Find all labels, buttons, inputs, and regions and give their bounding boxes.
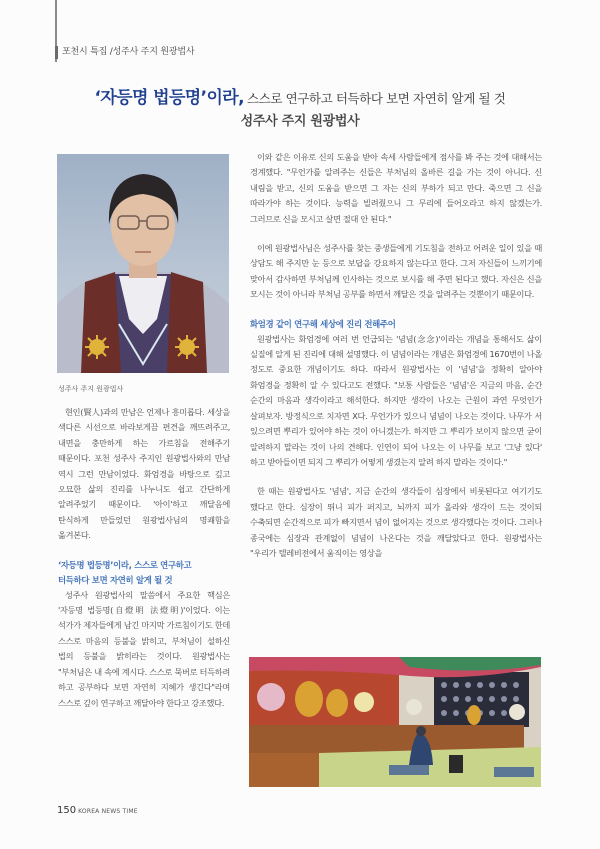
portrait-caption: 성주사 주지 원광법사 xyxy=(58,385,124,393)
publication-name: KOREA NEWS TIME xyxy=(78,808,138,815)
right-paragraph-4: 한 때는 원광법사도 '념념', 지금 순간의 생각들이 심장에서 비롯된다고 여기기도 했다고 한다. 심장이 뛰니 피가 퍼지고, 뇌까지 피가 올라와 생각이 드는 것이되 수축되면 순간적으로 피가 빠지면서 념이 없어지는 것으로 생각했다는 것이다. 그러나 종국에는 심장과 관계없이 념념이 나온다는 것을 깨달았다고 한다. 원광법사는 "우리가 텔레비전에서 움직이는 영상을 xyxy=(250,486,542,558)
temple-illustration xyxy=(249,657,541,787)
monk-portrait-illustration xyxy=(57,154,229,373)
headline-sub: 스스로 연구하고 터득하다 보면 자연히 알게 될 것 xyxy=(246,91,506,106)
headline xyxy=(0,83,600,108)
page-number: 150 xyxy=(57,805,77,816)
left-subhead-line1: ‘자등명 법등명’이라, 스스로 연구하고 xyxy=(58,559,192,570)
byline: 성주사 주지 원광법사 xyxy=(240,114,360,129)
temple-interior-photo xyxy=(249,657,541,787)
right-subhead: 화엄경 같이 연구해 세상에 진리 전해주어 xyxy=(250,318,396,329)
left-subhead-line2: 터득하다 보면 자연히 알게 될 것 xyxy=(58,574,173,585)
intro-paragraph: 현인(賢人)과의 만남은 언제나 흥미롭다. 세상을 색다른 시선으로 바라보게끔 편견을 깨뜨려주고, 내면을 충만하게 하는 가르침을 전해주기 때문이다. 포천 성주사 주지인 원광법사와의 만남 역시 그런 만남이었다. 화엄경을 바탕으로 깊고 오묘한 삶의 진리를 나누니도 쉽고 간단하게 알려주었기 때문이다. '아이'하고 깨달음에 탄식하게 만들었던 원광법사님의 명쾌함을 옮겨본다. xyxy=(58,407,230,541)
headline-main: ‘자등명 법등명’이라, xyxy=(94,88,244,108)
page-footer xyxy=(57,805,138,816)
left-column xyxy=(58,405,230,711)
right-paragraph-3: 원광법사는 화엄경에 여러 번 언급되는 '념념(念念)'이라는 개념을 통해서도 삶이 실질에 알게 된 진리에 대해 설명했다. 이 념념이라는 개념은 화엄경에 1670번이 나올 정도로 중요한 개념이기도 하다. 따라서 원광법사는 이 '념념'을 정확히 알아야 화엄경을 정확히 알 수 있다고도 전했다. "보통 사람들은 '념념'은 지금의 마음, 순간 순간의 마음과 생각이라고 해석한다. 하지만 생각이 나오는 근원이 과연 무엇인가 살펴보자. 방정식으로 치자면 X다. 무언가가 있으니 념념이 나오는 것이다. 나무가 서 있으려면 뿌리가 있어야 하는 것이 아니겠는가. 하지만 그 뿌리가 보이지 않으면 굳이 알려하지 말라는 것이 나의 견해다. 인연이 되어 나오는 이 나무를 보고 '그냥 있다' 하고 받아들이면 되지 그 뿌리가 어떻게 생겼는지 알려 하지 말라는 것이다." xyxy=(250,333,542,467)
right-column xyxy=(250,150,542,561)
right-paragraph-2: 이에 원광법사님은 성주사를 찾는 중생들에게 기도침을 전하고 어려운 일이 있을 때 상담도 해 주지만 눈 등으로 보답을 강요하지 않는다고 한다. 그저 자신들이 느끼기에 맞아서 감사하면 부처님께 인사하는 것으로 보시를 해 주면 된다고 했다. 자신은 신을 모시는 것이 아니라 부처님 공부를 하면서 깨달은 것을 알려주는 것뿐이기 때문이다. xyxy=(250,243,542,300)
portrait-photo xyxy=(57,154,229,373)
left-paragraph-2: 성주사 원광법사의 말씀에서 주요한 핵심은 '자등명 법등명(自燈明 法燈明)'이었다. 이는 석가가 제자들에게 남긴 마지막 가르침이기도 한데 스스로 마음의 등불을 밝히고, 부처님이 설하신 법의 등불을 밝히라는 것이다. 원광법사는 "부처님은 내 속에 계시다. 스스로 묵버로 터득하려 하고 공부하다 보면 자연히 지혜가 생긴다"라며 스스로 깊이 연구하고 깨달아야 한다고 강조했다. xyxy=(58,589,230,708)
section-label: 포천시 특집 /성주사 주지 원광법사 xyxy=(55,46,194,59)
right-paragraph-1: 이와 같은 이유로 신의 도움을 받아 속세 사람들에게 점사를 봐 주는 것에 대해서는 경계했다. "무언가를 알려주는 신들은 부처님의 올바른 길을 가는 것이 아니다. 신 내림을 받고, 신의 도움을 받으면 그 자는 신의 부하가 되고 만다. 죽으면 그 신을 따라가야 하는 것이다. 능력을 빌려줬으니 그 무리에 들어오라고 하지 않겠는가. 그러므로 신을 모시고 살면 절대 안 된다." xyxy=(250,152,542,224)
